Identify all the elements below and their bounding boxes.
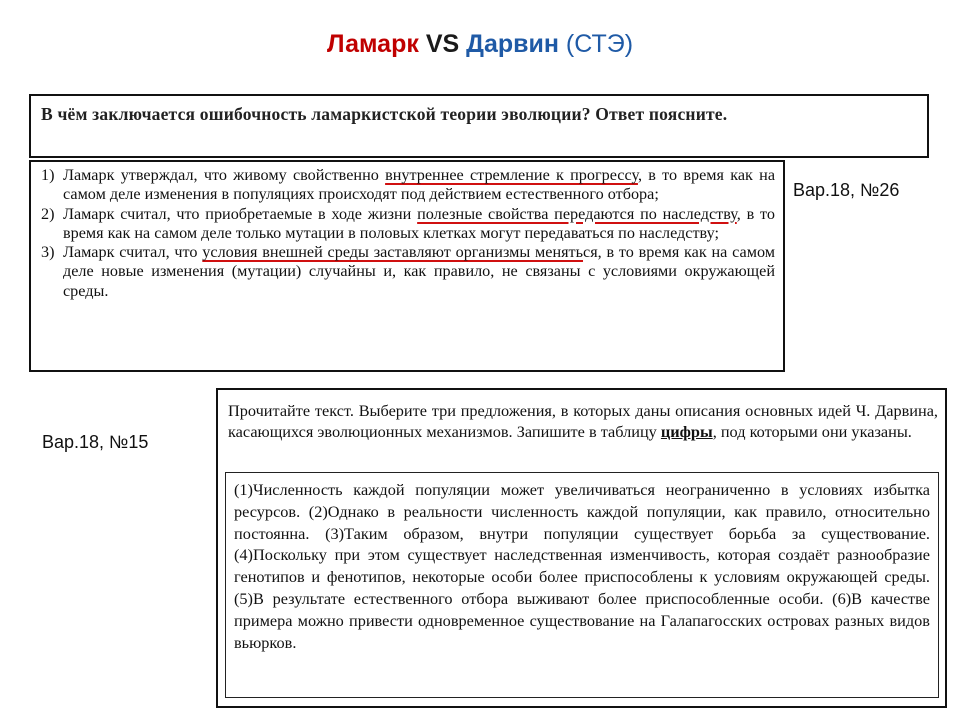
task2-question-text: Прочитайте текст. Выберите три предложения, в которых даны описания основных идей Ч. Дарвина, касающихся эволюционных механизмов. Запишите в таблицу — [228, 401, 938, 441]
title-ste: (СТЭ) — [565, 30, 634, 58]
answer-number: 2) — [41, 204, 55, 223]
answer-underlined-text: условия внешней среды заставляют организмы менять — [202, 243, 584, 262]
answer-number: 3) — [41, 243, 55, 262]
task1-question: В чём заключается ошибочность ламаркистской теории эволюции? Ответ поясните. — [29, 94, 929, 158]
task2-question — [228, 400, 938, 442]
answer-text: Ламарк считал, что — [63, 243, 203, 262]
slide-title — [0, 30, 960, 59]
task2-question-text-end: , под которыми они указаны. — [712, 422, 912, 441]
title-lamarck: Ламарк — [326, 30, 419, 58]
answer-text: , в то время как на самом деле только мутации в половых клетках могут передаваться по наследству; — [63, 204, 775, 242]
task1-variant-label: Вар.18, №26 — [793, 180, 900, 200]
title-darwin: Дарвин — [466, 30, 559, 58]
answer-item-3 — [41, 243, 775, 301]
title-vs: VS — [425, 30, 460, 58]
answer-underlined-text: полезные свойства передаются по наследству — [417, 204, 737, 223]
task2-variant-label: Вар.18, №15 — [42, 432, 149, 452]
answer-item-1 — [41, 166, 775, 205]
answer-item-2 — [41, 205, 775, 244]
answer-text: , в то время как на самом деле изменения в популяциях происходят под действием естественного отбора; — [63, 166, 776, 204]
answer-text: Ламарк утверждал, что живому свойственно — [63, 166, 386, 184]
answer-text: ся, в то время как на самом деле новые изменения (мутации) случайны и, как правило, не связаны с условиями окружающей среды. — [63, 243, 775, 300]
task1-answer-box — [29, 160, 785, 372]
answer-text: Ламарк считал, что приобретаемые в ходе жизни — [63, 204, 418, 223]
answer-number: 1) — [41, 166, 55, 184]
task2-box — [216, 388, 947, 708]
answer-underlined-text: внутреннее стремление к прогрессу — [385, 166, 638, 184]
task2-question-bold: цифры — [660, 422, 713, 441]
task2-text-box: (1)Численность каждой популяции может увеличиваться неограниченно в условиях избытка ресурсов. (2)Однако в реальности численность каждой популяции, как правило, относительно постоянна. (3)Таким образом, внутри популяции существует борьба за существование. (4)Поскольку при этом существует наследственная изменчивость, которая создаёт разнообразие генотипов и фенотипов, некоторые особи более приспособлены к условиям окружающей среды. (5)В результате естественного отбора выживают более приспособленные особи. (6)В качестве примера можно привести одновременное существование на Галапагосских островах разных видов вьюрков. — [225, 472, 939, 698]
